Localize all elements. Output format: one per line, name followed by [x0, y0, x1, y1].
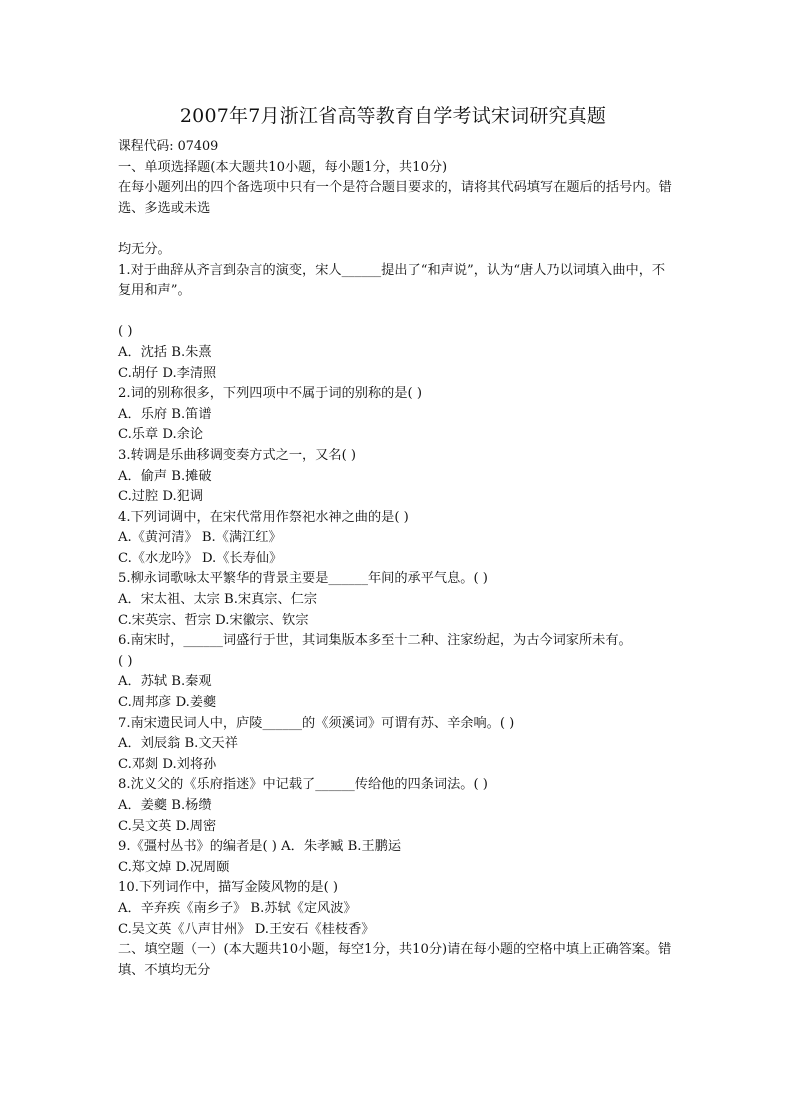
question-8-options-ab: A．姜夔 B.杨缵: [118, 798, 212, 813]
question-2-options-ab: A．乐府 B.笛谱: [118, 406, 212, 422]
spacer: [118, 219, 678, 240]
question-3-options-ab: A．偷声 B.摊破: [118, 468, 212, 484]
question-7-options-ab: A．刘辰翁 B.文天祥: [118, 736, 238, 752]
page-title: 2007年7月浙江省高等教育自学考试宋词研究真题: [179, 105, 607, 127]
question-1-answer-paren: ( ): [118, 324, 133, 340]
question-6-stem: 6.南宋时，______词盛行于世，其词集版本多至十二种、注家纷起，为古今词家所未有。: [118, 633, 632, 649]
question-2-options-cd: C.乐章 D.余论: [118, 427, 204, 443]
question-6-options-cd: C.周邦彦 D.姜夔: [118, 695, 217, 711]
question-5-stem: 5.柳永词歌咏太平繁华的背景主要是______年间的承平气息。( ): [118, 571, 488, 587]
question-1-options-ab: A．沈括 B.朱熹: [118, 344, 212, 360]
question-9-stem: 9.《彊村丛书》的编者是( ) A．朱孝臧 B.王鹏运: [118, 839, 402, 855]
question-6-answer-paren: ( ): [118, 653, 133, 669]
question-3-stem: 3.转调是乐曲移调变奏方式之一，又名( ): [118, 447, 357, 463]
question-5-options-ab: A．宋太祖、太宗 B.宋真宗、仁宗: [118, 592, 318, 608]
question-4-options-cd: C.《水龙吟》 D.《长寿仙》: [118, 550, 283, 566]
question-1-stem: 1.对于曲辞从齐言到杂言的演变，宋人______提出了“和声说”，认为“唐人乃以词填入曲中，不复用和声”。: [118, 262, 666, 299]
question-7-options-cd: C.邓剡 D.刘将孙: [118, 756, 217, 772]
question-6-options-ab: A．苏轼 B.秦观: [118, 674, 212, 690]
spacer: [118, 302, 678, 323]
document-content: [118, 137, 678, 981]
question-10-stem: 10.下列词作中，描写金陵风物的是( ): [118, 880, 339, 896]
section-1-instructions: 在每小题列出的四个备选项中只有一个是符合题目要求的，请将其代码填写在题后的括号内。错选、多选或未选: [118, 180, 672, 216]
question-8-stem: 8.沈义父的《乐府指迷》中记载了______传给他的四条词法。( ): [118, 777, 488, 793]
question-10-options-cd: C.吴文英《八声甘州》 D.王安石《桂枝香》: [118, 921, 375, 937]
question-5-options-cd: C.宋英宗、哲宗 D.宋徽宗、钦宗: [118, 612, 309, 628]
question-8-options-cd: C.吴文英 D.周密: [118, 818, 217, 834]
course-code: 课程代码: 07409: [118, 139, 219, 154]
section-2-heading: 二、填空题（一）(本大题共10小题，每空1分，共10分)请在每小题的空格中填上正确答案。错填、不填均无分: [118, 942, 672, 978]
question-1-options-cd: C.胡仔 D.李清照: [118, 365, 217, 381]
question-2-stem: 2.词的别称很多，下列四项中不属于词的别称的是( ): [118, 386, 422, 402]
question-9-options-cd: C.郑文焯 D.况周颐: [118, 859, 230, 875]
question-4-stem: 4.下列词调中，在宋代常用作祭祀水神之曲的是( ): [118, 509, 409, 525]
question-7-stem: 7.南宋遗民词人中，庐陵______的《须溪词》可谓有苏、辛余响。( ): [118, 715, 515, 731]
question-3-options-cd: C.过腔 D.犯调: [118, 489, 204, 505]
section-1-instructions-continued: 均无分。: [118, 241, 171, 257]
question-10-options-ab: A．辛弃疾《南乡子》 B.苏轼《定风波》: [118, 900, 357, 916]
question-4-options-ab: A.《黄河清》 B.《满江红》: [118, 530, 282, 546]
section-1-heading: 一、单项选择题(本大题共10小题，每小题1分，共10分): [118, 159, 448, 175]
